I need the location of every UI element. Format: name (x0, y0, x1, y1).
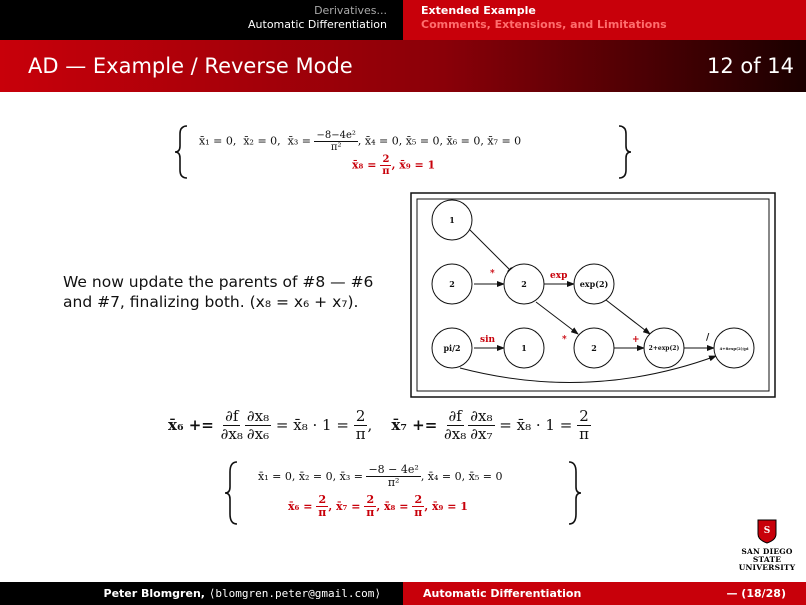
footer-author: Peter Blomgren, ⟨blomgren.peter@gmail.com⟩ (0, 582, 403, 605)
edge-label-mul1: * (490, 269, 495, 279)
top-set-row1: x̄₁ = 0, x̄₂ = 0, x̄₃ = $\frac{\text{−8−4e²}}{\text{π²}}$ , x̄₄ = 0, x̄₅ = 0, x̄₆ = 0, x̄₇ = 0 (199, 130, 522, 153)
footer-right (403, 582, 806, 605)
update-equations: x̄₆ += $\frac{\partial f}{\text{∂x₈}}$ $\frac{\text{∂x₈}}{\text{∂x₆}}$ = x̄₈ · 1 = $\frac{2}{\pi}$ , x̄₇ += $\frac{\partial f}{\text{∂x₈}}$ $\frac{\text{∂x₈}}{\text{∂x₇}}$ = x̄₈ · 1 = $\frac{2}{\pi}$ (168, 407, 589, 443)
footer-page: — (18/28) (726, 587, 786, 600)
nav-section-right[interactable] (403, 0, 806, 40)
nav-section-left[interactable] (0, 0, 403, 40)
nav-item-comments[interactable]: Comments, Extensions, and Limitations (421, 18, 667, 31)
title-bar (0, 40, 806, 92)
footer-topic: Automatic Differentiation (423, 587, 582, 600)
svg-text:2: 2 (449, 279, 455, 289)
svg-text:exp(2): exp(2) (579, 279, 609, 289)
sdsu-shield-icon (756, 518, 778, 544)
right-brace (614, 124, 634, 180)
edge-label-div: / (706, 333, 710, 343)
nav-item-extended-example[interactable]: Extended Example (421, 4, 536, 17)
slide-title: AD — Example / Reverse Mode (28, 54, 353, 78)
university-logo: S SAN DIEGO STATE UNIVERSITY (738, 518, 796, 568)
footer (0, 582, 806, 605)
edge-label-sin: sin (480, 335, 496, 345)
edge-label-exp: exp (550, 271, 568, 281)
nav-item-automatic-differentiation[interactable]: Automatic Differentiation (248, 18, 387, 31)
svg-text:2: 2 (591, 343, 597, 353)
bottom-adjoint-set (222, 460, 584, 526)
explanation-text: We now update the parents of #8 — #6 and #7, finalizing both. (x₈ = x₆ + x₇). (63, 273, 374, 311)
top-set-row2: x̄₈ = $\frac{2}{\pi}$ , x̄₉ = 1 (352, 154, 436, 177)
svg-text:1: 1 (521, 343, 527, 353)
edge-label-mul2: * (562, 335, 567, 345)
svg-text:pi/2: pi/2 (443, 343, 461, 353)
top-adjoint-set (172, 124, 634, 180)
bottom-set-row1: x̄₁ = 0, x̄₂ = 0, x̄₃ = $\frac{\text{−8 − 4e²}}{\text{π²}}$ , x̄₄ = 0, x̄₅ = 0 (258, 463, 503, 490)
nav-item-derivatives[interactable]: Derivatives... (314, 4, 387, 17)
left-brace-bottom (222, 460, 242, 526)
right-brace-bottom (564, 460, 584, 526)
computational-graph (410, 192, 776, 398)
svg-text:2: 2 (521, 279, 527, 289)
svg-text:2+exp(2): 2+exp(2) (648, 345, 680, 352)
footer-email: ⟨blomgren.peter@gmail.com⟩ (208, 587, 381, 600)
svg-text:S: S (763, 526, 771, 536)
slide-page-counter: 12 of 14 (706, 54, 794, 78)
svg-text:4+8exp(2)/pi: 4+8exp(2)/pi (719, 346, 749, 351)
left-brace (172, 124, 192, 180)
navigation-bar (0, 0, 806, 40)
bottom-set-row2: x̄₆ = $\frac{2}{\pi}$ , x̄₇ = $\frac{2}{\pi}$ , x̄₈ = $\frac{2}{\pi}$ , x̄₉ = 1 (288, 493, 468, 520)
svg-text:1: 1 (449, 215, 455, 225)
edge-label-plus: + (632, 335, 640, 345)
